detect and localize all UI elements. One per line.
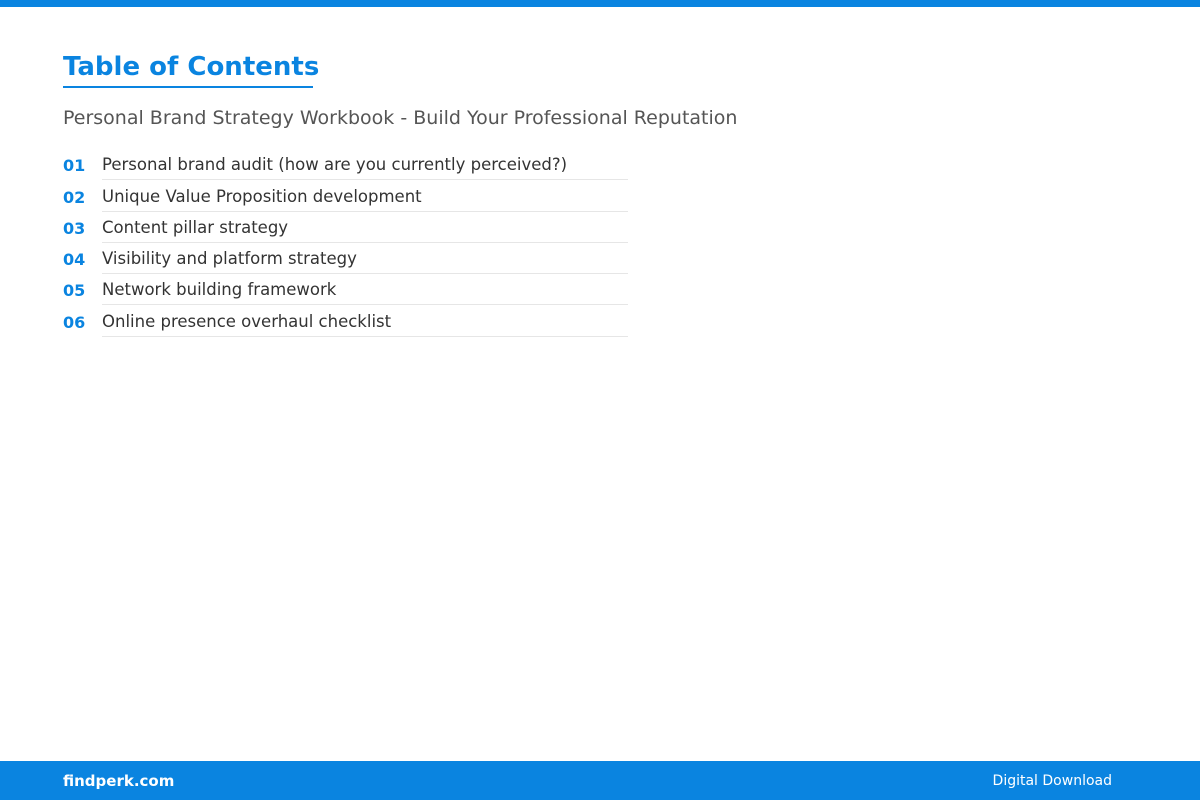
footer-digital-download-label: Digital Download (992, 773, 1112, 789)
toc-item-label: Network building framework (102, 278, 628, 305)
page-subtitle: Personal Brand Strategy Workbook - Build Your Professional Reputation (63, 107, 738, 129)
title-block (63, 50, 320, 88)
toc-item-label: Unique Value Proposition development (102, 185, 628, 212)
toc-item-number: 05 (63, 281, 86, 301)
toc-item[interactable] (63, 149, 628, 180)
toc-item[interactable] (63, 243, 628, 274)
toc-item-number: 01 (63, 156, 86, 176)
toc-item-number: 04 (63, 250, 86, 270)
toc-item[interactable] (63, 212, 628, 243)
toc-item-label: Personal brand audit (how are you currently perceived?) (102, 153, 628, 180)
top-accent-bar (0, 0, 1200, 7)
page-title: Table of Contents (63, 52, 320, 82)
toc-item[interactable] (63, 305, 628, 336)
toc-item-number: 06 (63, 312, 86, 332)
footer-bar (0, 761, 1200, 800)
toc-item[interactable] (63, 180, 628, 211)
toc-item-number: 03 (63, 218, 86, 238)
table-of-contents (63, 149, 628, 337)
toc-item-label: Content pillar strategy (102, 216, 628, 243)
toc-item-number: 02 (63, 187, 86, 207)
toc-item[interactable] (63, 274, 628, 305)
footer-brand: findperk.com (63, 772, 175, 790)
toc-item-label: Visibility and platform strategy (102, 247, 628, 274)
toc-item-label: Online presence overhaul checklist (102, 310, 628, 337)
